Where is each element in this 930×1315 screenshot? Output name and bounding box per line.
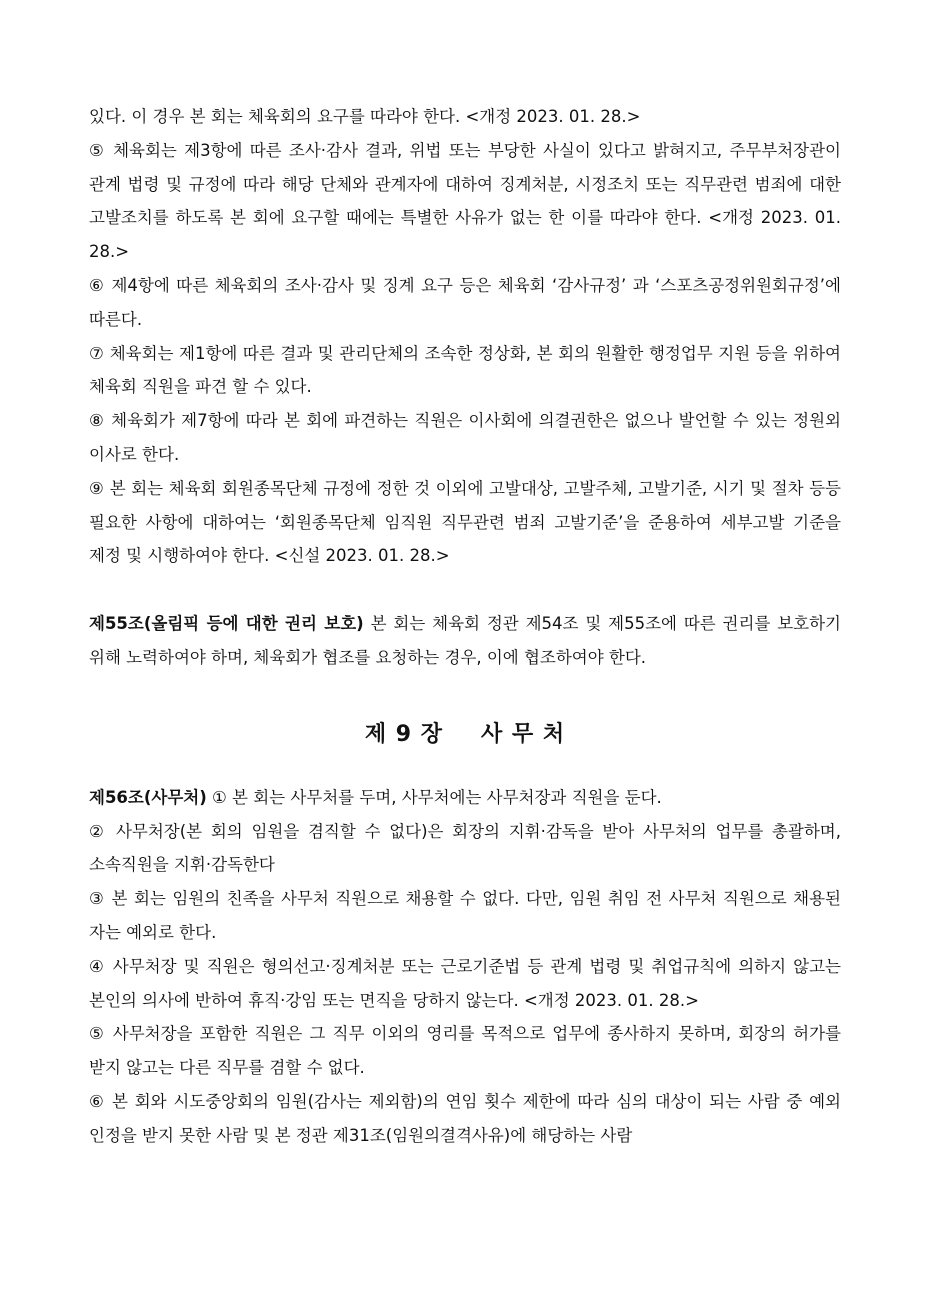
article-55-title: 제55조(올림픽 등에 대한 권리 보호) [89, 614, 364, 634]
paragraph-continuation: 있다. 이 경우 본 회는 체육회의 요구를 따라야 한다. <개정 2023. 01. 28.> [89, 107, 641, 126]
article-56-clause-1 [89, 781, 841, 815]
article-56-clause-2: ② 사무처장(본 회의 임원을 겸직할 수 없다)은 회장의 지휘·감독을 받아 사무처의 업무를 총괄하며, 소속직원을 지휘·감독한다 [89, 821, 841, 875]
paragraph-clause-9: ⑨ 본 회는 체육회 회원종목단체 규정에 정한 것 이외에 고발대상, 고발주체, 고발기준, 시기 및 절차 등등 필요한 사항에 대하여는 ‘회원종목단체 임직원 직무관련 범죄 고발기준’을 준용하여 세부고발 기준을 제정 및 시행하여야 한다. <신설 2023. 01. 28.> [89, 478, 841, 566]
paragraph-clause-6: ⑥ 제4항에 따른 체육회의 조사·감사 및 징계 요구 등은 체육회 ‘감사규정’ 과 ‘스포츠공정위원회규정’에 따른다. [89, 275, 841, 329]
chapter-title: 사 무 처 [481, 721, 566, 747]
spacer [89, 573, 841, 607]
article-56-clause-4: ④ 사무처장 및 직원은 형의선고·징계처분 또는 근로기준법 등 관계 법령 및 취업규칙에 의하지 않고는 본인의 의사에 반하여 휴직·강임 또는 면직을 당하지 않는다. <개정 2023. 01. 28.> [89, 956, 841, 1010]
spacer [89, 675, 841, 709]
article-55 [89, 607, 841, 675]
article-56-text-1: ① 본 회는 사무처를 두며, 사무처에는 사무처장과 직원을 둔다. [206, 787, 662, 807]
document-page [89, 100, 841, 1153]
paragraph-clause-7: ⑦ 체육회는 제1항에 따른 결과 및 관리단체의 조속한 정상화, 본 회의 원활한 행정업무 지원 등을 위하여 체육회 직원을 파견 할 수 있다. [89, 343, 841, 397]
article-56-clause-3: ③ 본 회는 임원의 친족을 사무처 직원으로 채용할 수 없다. 다만, 임원 취임 전 사무처 직원으로 채용된 자는 예외로 한다. [89, 889, 841, 942]
article-56-title: 제56조(사무처) [89, 787, 207, 807]
chapter-number: 제 9 장 [364, 721, 444, 747]
paragraph-clause-5: ⑤ 체육회는 제3항에 따른 조사·감사 결과, 위법 또는 부당한 사실이 있다고 밝혀지고, 주무부처장관이 관계 법령 및 규정에 따라 해당 단체와 관계자에 대하여 징계처분, 시정조치 또는 직무관련 범죄에 대한 고발조치를 하도록 본 회에 요구할 때에는 특별한 사유가 없는 한 이를 따라야 한다. <개정 2023. 01. 28.> [89, 140, 841, 262]
article-55-text: 본 회는 체육회 정관 제54조 및 제55조에 따른 권리를 보호하기 위해 노력하여야 하며, 체육회가 협조를 요청하는 경우, 이에 협조하여야 한다. [89, 614, 841, 667]
paragraph-clause-8: ⑧ 체육회가 제7항에 따라 본 회에 파견하는 직원은 이사회에 의결권한은 없으나 발언할 수 있는 정원외 이사로 한다. [89, 411, 841, 464]
chapter-heading [89, 709, 841, 781]
article-56-clause-5: ⑤ 사무처장을 포함한 직원은 그 직무 이외의 영리를 목적으로 업무에 종사하지 못하며, 회장의 허가를 받지 않고는 다른 직무를 겸할 수 없다. [89, 1024, 841, 1078]
article-56-clause-6: ⑥ 본 회와 시도중앙회의 임원(감사는 제외함)의 연임 횟수 제한에 따라 심의 대상이 되는 사람 중 예외 인정을 받지 못한 사람 및 본 정관 제31조(임원의결격사유)에 해당하는 사람 [89, 1091, 841, 1145]
